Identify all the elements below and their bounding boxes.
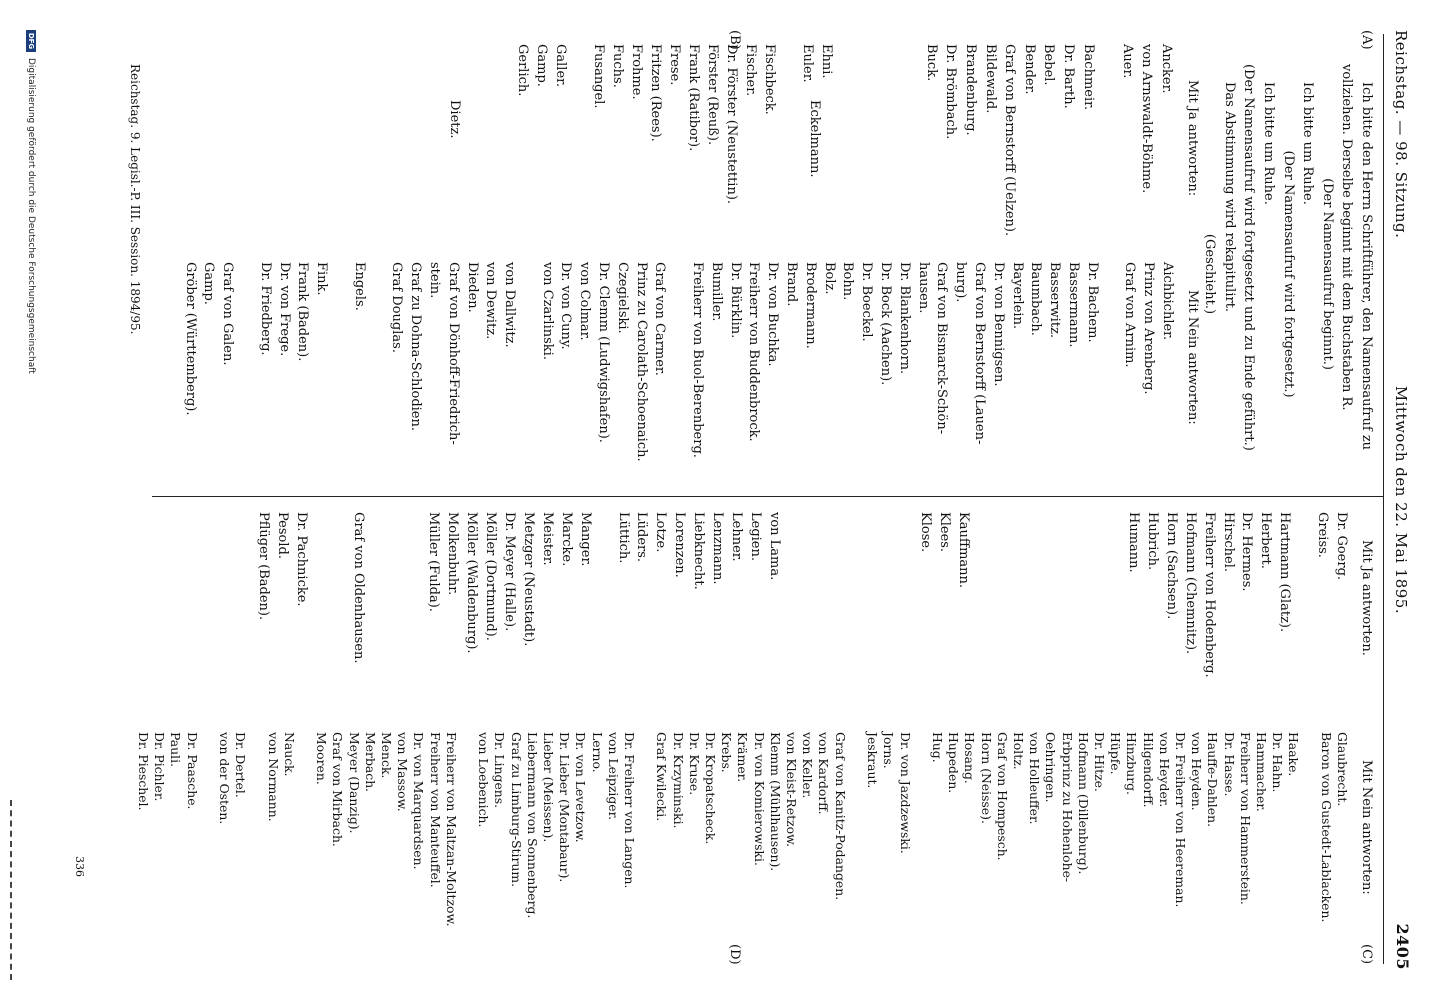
member-name: Gröber (Württemberg).	[182, 262, 198, 416]
member-name: von Leipziger.	[605, 732, 621, 821]
member-name: Meyer (Danzig).	[346, 732, 362, 834]
member-name: Marcke.	[558, 512, 574, 567]
member-name: Dr. von Marquardsen.	[411, 732, 427, 870]
member-name: Frohme.	[629, 44, 644, 100]
member-name: von Holleuffer.	[1027, 732, 1043, 825]
member-name: von Heyden.	[1189, 732, 1205, 811]
member-name	[1104, 512, 1123, 722]
member-name: Krämer.	[735, 732, 751, 783]
member-name: Freiherr von Maltzan-Moltzow.	[443, 732, 459, 927]
scan-edge-marks	[4, 800, 12, 980]
member-name: Gamp.	[201, 262, 217, 305]
member-name: Lüttich.	[615, 512, 631, 564]
member-name: Brandenburg.	[963, 44, 979, 136]
member-name: Engels.	[351, 262, 367, 311]
member-name: Dr. Hitze.	[1091, 732, 1107, 792]
member-name	[1066, 512, 1085, 722]
intro-line: (Der Namensaufruf wird fortgesetzt.)	[1280, 150, 1296, 398]
member-name: Dr. Freiherr von Langen.	[622, 732, 638, 889]
member-name: Basserwitz.	[1047, 262, 1063, 339]
member-name: Graf zu Dohna-Schlodien.	[408, 262, 424, 432]
member-name: Klemm (Mühlhausen).	[767, 732, 783, 872]
member-name	[518, 262, 537, 490]
member-name: Fink.	[314, 262, 330, 296]
member-name: Fritzen (Rees).	[648, 44, 663, 142]
member-name: Bayerlein.	[1009, 262, 1025, 330]
member-name: Meister.	[539, 512, 555, 566]
member-name	[913, 732, 929, 960]
member-name: Dr. Meyer (Halle).	[502, 512, 518, 632]
member-name: Dr. Pichler.	[152, 732, 168, 802]
member-name: Molkenbuhr.	[445, 512, 461, 596]
member-name: Lüders.	[634, 512, 650, 563]
member-name: Dr. von Cuny.	[558, 262, 574, 350]
header-rule	[1383, 34, 1384, 964]
member-name: Freiherr von Hodenberg.	[1201, 512, 1217, 678]
member-name: Fischer.	[743, 44, 758, 97]
intro-line: Das Abstimmung wird rekapitulirt.	[1221, 82, 1237, 313]
intro-block	[1200, 64, 1376, 484]
member-name	[1048, 512, 1067, 722]
member-name	[1029, 512, 1048, 722]
member-name	[1098, 44, 1118, 244]
member-name: Frese.	[667, 44, 682, 86]
member-name: Hinzburg.	[1124, 732, 1140, 795]
header-date: Mittwoch den 22. Mai 1895.	[1392, 385, 1410, 615]
member-name: Ehni.	[819, 44, 834, 79]
member-name: Menck.	[379, 732, 395, 779]
member-name	[668, 262, 687, 490]
member-name: Hofmann (Chemnitz).	[1182, 512, 1198, 655]
entry-dietz: Dietz.	[447, 100, 462, 139]
member-name: Dr. von Levetzow.	[573, 732, 589, 843]
member-name: Dr. Blankenhorn.	[896, 262, 912, 375]
member-name: Dr. von Komierowski.	[751, 732, 767, 866]
member-name: Euler.	[800, 44, 815, 83]
member-name: Dieden.	[464, 262, 480, 313]
member-name: Lehner.	[729, 512, 744, 562]
member-name	[848, 732, 864, 960]
member-name: Graf zu Limburg-Stirum.	[508, 732, 524, 888]
member-name: Dr. Bürklin.	[727, 262, 743, 339]
member-name: Jeskraut.	[865, 732, 881, 789]
member-name: Hosang.	[962, 732, 978, 784]
margin-letter-c: (C)	[1359, 944, 1374, 965]
member-name: Oehringen.	[1043, 732, 1059, 803]
member-name: Manger.	[577, 512, 593, 567]
section-header-ja-right: Mit Ja antworten.	[1359, 540, 1374, 656]
member-name: Freiherr von Hammerstein.	[1237, 732, 1253, 905]
member-name: Graf von Galen.	[220, 262, 236, 366]
member-name	[329, 512, 348, 722]
member-name: Merbach.	[362, 732, 378, 793]
member-name	[896, 512, 915, 722]
funding-footer	[26, 30, 36, 374]
member-name: Dr. Goerg.	[1334, 512, 1349, 581]
member-name: Freiherr von Buol-Berenberg.	[690, 262, 706, 458]
member-name: Bender.	[1021, 44, 1037, 95]
member-name: Glaubrecht.	[1335, 732, 1350, 807]
section-header-nein-right: Mit Nein antworten:	[1359, 760, 1374, 895]
member-name: Graf von Mirbach.	[330, 732, 346, 847]
member-name: Mooren.	[314, 732, 330, 785]
member-name: Pesold.	[275, 512, 291, 559]
member-name: Dr. von Bennigsen.	[990, 262, 1006, 387]
section-header-nein-left: Mit Nein antworten:	[1185, 290, 1200, 425]
member-name	[297, 732, 313, 960]
section-header-ja-left: Mit Ja antworten:	[1185, 80, 1200, 197]
member-name	[840, 512, 859, 722]
member-name: Herbert.	[1258, 512, 1274, 569]
member-name: Ancker.	[1159, 44, 1174, 94]
member-name	[236, 262, 255, 490]
member-name: Liebermann von Sonnenberg.	[524, 732, 540, 919]
member-name	[877, 512, 896, 722]
member-name	[368, 262, 387, 490]
member-name: Nauck.	[281, 732, 297, 777]
member-name	[310, 512, 329, 722]
dfg-logo-icon: DFG	[26, 30, 36, 52]
column-rule	[152, 496, 1384, 497]
member-name: Dr. Kruse.	[686, 732, 702, 796]
member-name: Dr. Krzyminski.	[670, 732, 686, 829]
member-name: Graf von Hompesch.	[994, 732, 1010, 861]
member-name	[330, 262, 349, 490]
header-session: Reichstag. — 98. Sitzung.	[1392, 30, 1410, 239]
member-name: Bachmeir.	[1080, 44, 1096, 111]
member-name	[779, 44, 798, 244]
col1-ja-list	[921, 44, 1176, 244]
member-name: Baron von Gustedt-Lablacken.	[1318, 732, 1334, 923]
member-name: von Keller.	[800, 732, 816, 799]
member-name: Lieber (Meissen).	[541, 732, 557, 843]
member-name: von Normann.	[265, 732, 281, 822]
header-page-number: 2405	[1393, 923, 1412, 970]
intro-line: (Geschieht.)	[1202, 233, 1218, 315]
member-name: Brodermann.	[802, 262, 818, 349]
intro-line: Ich bitte um Ruhe.	[1300, 82, 1316, 205]
member-name: Dr. Kropatscheck.	[703, 732, 719, 845]
member-name	[386, 512, 405, 722]
member-name: Hammacher.	[1253, 732, 1269, 812]
member-name	[783, 512, 802, 722]
member-name: Greiss.	[1315, 512, 1331, 558]
member-name: Dr. von Jazdzewski.	[897, 732, 913, 854]
col1-footer-line: Reichstag. 9. Legisl.-P. III. Session. 1894/95.	[128, 64, 142, 335]
member-name: von Loebenich.	[476, 732, 492, 828]
member-name: Horn (Sachsen).	[1163, 512, 1179, 620]
member-name: Dr. Lingens.	[492, 732, 508, 809]
running-header	[1386, 30, 1416, 970]
member-name: Graf von Bernstorff (Lauen-	[972, 262, 988, 445]
member-name: Erbprinz zu Hohenlohe-	[1059, 732, 1075, 883]
member-name	[972, 512, 991, 722]
col1-ja2-list	[513, 44, 836, 244]
member-name	[858, 512, 877, 722]
member-name: Dr. von Frege.	[276, 262, 292, 357]
member-name: Bolz.	[821, 262, 837, 295]
member-name: Möller (Dortmund).	[483, 512, 499, 641]
member-name: von Dallwitz.	[502, 262, 518, 348]
member-name: Frank (Baden).	[295, 262, 311, 362]
member-name: Galler.	[553, 44, 568, 88]
member-name	[1085, 512, 1104, 722]
member-name: Frank (Ratibor).	[686, 44, 701, 152]
member-name: Hauffe-Dahlen.	[1205, 732, 1221, 828]
margin-letter-b: (B)	[727, 30, 742, 50]
member-name: Dr. Dertel.	[233, 732, 249, 798]
member-name: Dr. Boeckel.	[859, 262, 875, 342]
member-name	[459, 732, 475, 960]
member-name: Auer.	[1119, 44, 1135, 79]
member-name: Freiherr von Manteuffel.	[427, 732, 443, 888]
member-name: von Kleist-Retzow.	[784, 732, 800, 848]
member-name	[1010, 512, 1029, 722]
member-name: Graf Kwilecki.	[654, 732, 670, 822]
member-name: Lenzmann.	[710, 512, 726, 585]
member-name: Graf von Carmer.	[652, 262, 668, 376]
member-name: Bohn.	[840, 262, 856, 301]
member-name: Kauffmann.	[955, 512, 971, 589]
intro-line: (Der Namensaufruf wird fortgesetzt und zu Ende geführt.)	[1241, 64, 1257, 451]
member-name: Liebknecht.	[691, 512, 707, 590]
member-name: Förster (Reuß).	[705, 44, 720, 146]
member-name: Czegielski.	[614, 262, 630, 334]
member-name: Metzger (Neustadt).	[521, 512, 537, 647]
member-name: Hofmann (Dillenburg).	[1075, 732, 1091, 875]
member-name: von Colmar.	[577, 262, 593, 341]
member-name: Graf von Bismarck-Schön-	[934, 262, 950, 435]
member-name: Bassermann.	[1066, 262, 1082, 348]
member-name	[821, 512, 840, 722]
member-name: Hubrich.	[1144, 512, 1160, 571]
member-name: Klose.	[918, 512, 934, 553]
member-name: Lotze.	[653, 512, 669, 553]
member-name: Dr. Förster (Neustettin).	[724, 44, 739, 205]
member-name: von Arnswaldt-Böhme.	[1139, 44, 1155, 194]
member-name: Fusangel.	[591, 44, 606, 109]
member-name	[367, 512, 386, 722]
member-name: Möller (Waldenburg).	[464, 512, 480, 654]
member-name: Prinz zu Carolath-Schoenaich.	[633, 262, 649, 462]
member-name: von Massow.	[395, 732, 411, 812]
member-name	[594, 512, 613, 722]
member-name: Hüpfe.	[1108, 732, 1124, 775]
member-name: Buck.	[923, 44, 939, 82]
member-name: Dr. Brömbach.	[943, 44, 959, 140]
member-name: Hug.	[929, 732, 945, 763]
member-name: Dr. Pachnicke.	[294, 512, 310, 607]
member-name: von Kardorff.	[816, 732, 832, 815]
member-name	[802, 512, 821, 722]
intro-line: (Der Namensaufruf beginnt.)	[1319, 178, 1335, 370]
member-name: von Lama.	[766, 512, 782, 581]
member-name: Graf von Oldenhausen.	[350, 512, 366, 664]
margin-letter-a: (A)	[1359, 30, 1374, 50]
intro-line: Ich bitte um Ruhe.	[1261, 82, 1277, 205]
member-name: Graf Douglas.	[389, 262, 405, 353]
intro-line: vollziehen. Derselbe beginnt mit dem Buchstaben R.	[1339, 64, 1355, 411]
member-name: Klees.	[936, 512, 952, 553]
member-name: Haake.	[1286, 732, 1302, 777]
col3-ja-list	[253, 512, 1350, 722]
member-name: Krebs.	[719, 732, 735, 773]
member-name	[991, 512, 1010, 722]
member-name: Graf von Bernstorff (Uelzen).	[1002, 44, 1018, 237]
member-name: Brand.	[784, 262, 800, 307]
member-name: von Dewitz.	[483, 262, 499, 340]
member-name: Dr. Bock (Aachen).	[878, 262, 894, 386]
member-name: Gerlich.	[515, 44, 530, 97]
member-name: Dr. Friedberg.	[257, 262, 273, 356]
col2-nein-list	[180, 262, 1176, 490]
member-name: Prinz von Arenberg.	[1141, 262, 1157, 395]
member-name: Pauli.	[168, 732, 184, 768]
member-name: Graf von Kanitz-Podangen.	[832, 732, 848, 901]
member-name: Dr. Paasche.	[184, 732, 200, 810]
member-name	[405, 512, 424, 722]
member-name	[248, 732, 264, 960]
member-name: Humann.	[1126, 512, 1142, 573]
member-name: Graf von Arnim.	[1122, 262, 1138, 368]
member-name	[1101, 262, 1120, 490]
member-name: von Czarlinski.	[539, 262, 555, 360]
intro-line: Ich bitte den Herrn Schriftführer, den Namensaufruf zu	[1359, 82, 1374, 451]
member-name: von Heyder.	[1156, 732, 1172, 808]
member-name	[1293, 512, 1312, 722]
member-name: Pflüger (Baden).	[256, 512, 272, 621]
margin-letter-d: (D)	[727, 944, 742, 965]
member-name: Dr. Hahn.	[1270, 732, 1286, 793]
col4-nein-list	[135, 732, 1350, 960]
member-name: Lorenzen.	[672, 512, 688, 578]
member-name: Müller (Fulda).	[426, 512, 442, 612]
member-name: Fischbeck.	[762, 44, 777, 115]
member-name: Gamp.	[534, 44, 549, 87]
member-name: Dr. Freiherr von Heereman.	[1172, 732, 1188, 908]
member-name	[570, 44, 589, 244]
member-name: Hartmann (Glatz).	[1277, 512, 1293, 633]
member-name: Bumiller.	[708, 262, 724, 322]
member-name: Dr. Hasse.	[1221, 732, 1237, 797]
member-name: Lerno.	[589, 732, 605, 773]
member-name: Legien.	[747, 512, 763, 562]
member-name: Bildewald.	[982, 44, 998, 114]
member-name: Jorns.	[881, 732, 897, 769]
member-name: Dr. Barth.	[1061, 44, 1077, 109]
member-name: Fuchs.	[610, 44, 625, 88]
member-name: hausen.	[915, 262, 931, 314]
member-name: Hirschel.	[1220, 512, 1236, 573]
member-name: Holtz.	[1010, 732, 1026, 770]
member-name: Dr. Hermes.	[1239, 512, 1255, 592]
member-name: Horn (Neisse).	[978, 732, 994, 824]
member-name: burg).	[953, 262, 969, 303]
member-name: Aichbichler.	[1160, 262, 1175, 341]
member-name: Dr. Lieber (Montabaur).	[557, 732, 573, 883]
member-name: Dr. Pieschel.	[135, 732, 151, 811]
member-name	[1301, 732, 1317, 960]
member-name: Freiherr von Buddenbrock.	[746, 262, 762, 442]
member-name: Hilgendorff.	[1140, 732, 1156, 808]
member-name: Dr. von Buchka.	[765, 262, 781, 367]
member-name: Dr. Clemm (Ludwigshafen).	[596, 262, 612, 443]
member-name: Dr. Bachem.	[1084, 262, 1100, 343]
member-name: Bebel.	[1041, 44, 1057, 86]
member-name	[637, 732, 653, 960]
member-name: Baumbach.	[1028, 262, 1044, 336]
entry-eckelmann: Eckelmann.	[807, 100, 822, 178]
member-name	[200, 732, 216, 960]
member-name: Hupeden.	[946, 732, 962, 794]
member-name: Graf von Dönhoff-Friedrich-	[445, 262, 461, 445]
funding-text: Digitalisierung gefördert durch die Deutsche Forschungsgemeinschaft	[26, 58, 36, 374]
page-number-bottom: 336	[73, 856, 86, 877]
member-name: von der Osten.	[216, 732, 232, 825]
member-name: stein.	[426, 262, 442, 299]
